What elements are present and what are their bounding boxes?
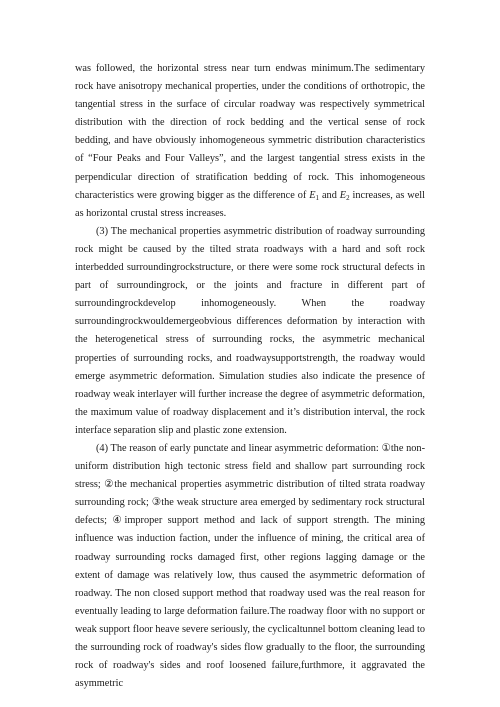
paragraph-2-text: (3) The mechanical properties asymmetric distribution of roadway surrounding rock might be caused by the tilted strata roadways with a hard and soft rock interbedded surroundingrockstructure, or there were some rock structural defects in part of surroundingrock, or the joints and fracture in different part of surroundingrockdevelop inhomogeneously. When the roadway surroundingrockwouldemergeobvious differences deformation by interaction with the heterogenetical stress of surrounding rocks, the asymmetric mechanical properties of surrounding rocks, and roadwaysupportstrength, the roadway would emerge asymmetric deformation. Simulation studies also indicate the presence of roadway weak interlayer will further increase the degree of asymmetric deformation, the maximum value of roadway displacement and it’s distribution interval, the rock interface separation slip and plastic zone extension. [75, 225, 425, 436]
paragraph-1-text-c: increases, as well as horizontal crustal stress increases. [75, 189, 425, 219]
page-body [75, 60, 425, 693]
paragraph-1 [75, 60, 425, 223]
paragraph-3 [75, 440, 425, 693]
symbol-e2-letter: E [339, 189, 347, 201]
symbol-e1-letter: E [309, 189, 316, 201]
paragraph-1-text-b: and [319, 189, 340, 201]
symbol-e1-subscript: 1 [315, 193, 320, 202]
paragraph-2 [75, 223, 425, 440]
symbol-e2-subscript: 2 [346, 193, 350, 202]
paragraph-3-text: (4) The reason of early punctate and linear asymmetric deformation: ①the non-uniform distribution high tectonic stress field and shallow part surrounding rock stress; ②the mechanical properties asymmetric distribution of tilted strata roadway surrounding rock; ③the weak structure area emerged by sedimentary rock structural defects; ④improper support method and lack of support strength. The mining influence was induction faction, under the influence of mining, the critical area of roadway surrounding rocks damaged first, other regions lagging damage or the extent of damage was relatively low, thus caused the asymmetric deformation of roadway. The non closed support method that roadway used was the real reason for eventually leading to large deformation failure.The roadway floor with no support or weak support floor heave severe seriously, the cyclicaltunnel bottom cleaning lead to the surrounding rock of roadway's sides flow gradually to the floor, the surrounding rock of roadway's sides and roof loosened failure,furthmore, it aggravated the asymmetric [75, 442, 425, 690]
paragraph-1-text-a: was followed, the horizontal stress near turn endwas minimum.The sedimentary rock have anisotropy mechanical properties, under the conditions of orthotropic, the tangential stress in the surface of circular roadway was respectively symmetrical distribution with the direction of rock bedding and the vertical sense of rock bedding, and have obviously inhomogeneous symmetric distribution characteristics of “Four Peaks and Four Valleys”, and the largest tangential stress exists in the perpendicular direction of stratification bedding of rock. This inhomogeneous characteristics were growing bigger as the difference of [75, 63, 425, 201]
